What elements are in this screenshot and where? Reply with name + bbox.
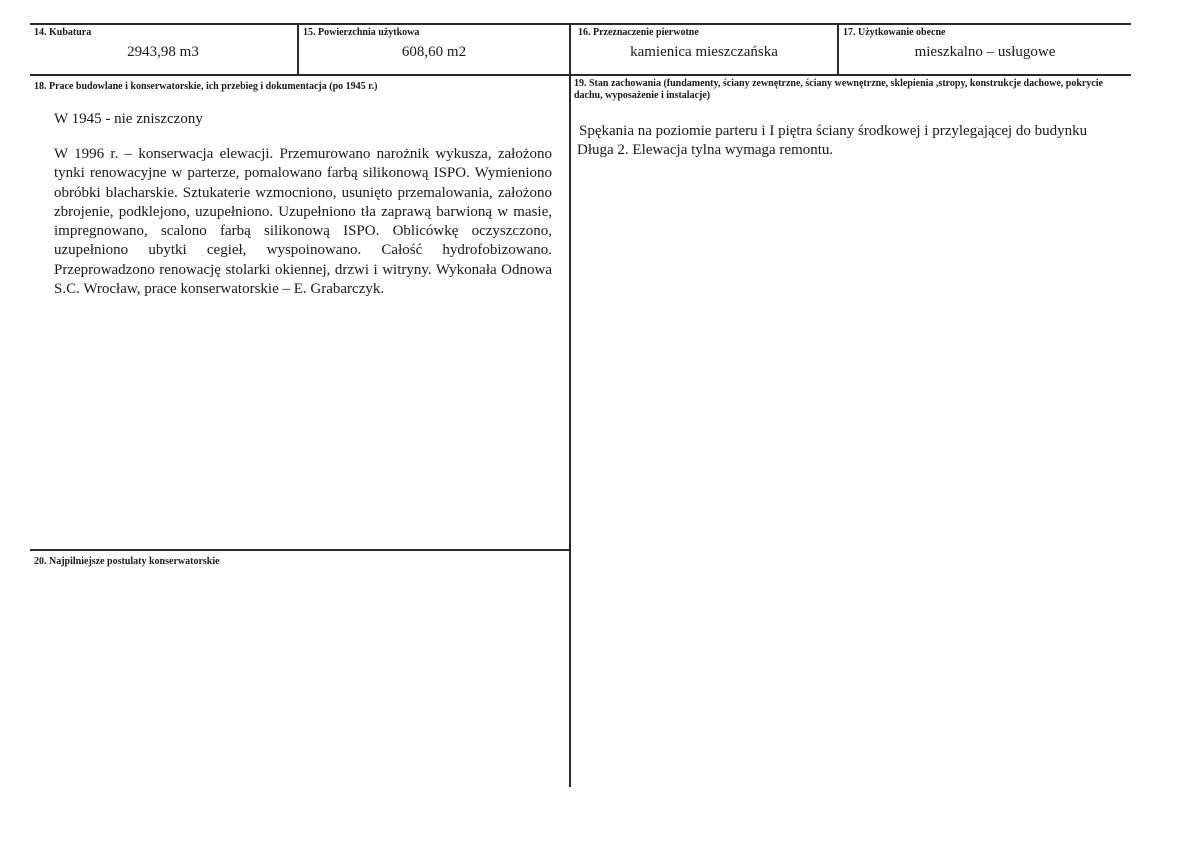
field-16-label: 16. Przeznaczenie pierwotne <box>578 27 699 38</box>
header-row-bottom-line <box>30 74 1131 76</box>
field-14-label: 14. Kubatura <box>34 27 92 38</box>
top-border-line <box>30 23 1131 25</box>
field-14-value: 2943,98 m3 <box>127 44 199 60</box>
field-15-value: 608,60 m2 <box>401 44 467 60</box>
field-19-label: 19. Stan zachowania (fundamenty, ściany zewnętrzne, ściany wewnętrzne, sklepienia ,stropy, konstrukcje dachowe, pokrycie dachu, wyposażenie i instalacje) <box>574 78 1103 101</box>
field-17-label: 17. Użytkowanie obecne <box>843 27 946 38</box>
field-20-label: 20. Najpilniejsze postulaty konserwatorskie <box>34 556 220 567</box>
divider-14-15 <box>297 25 299 74</box>
field-15-label: 15. Powierzchnia użytkowa <box>303 27 420 38</box>
field-18-entry-1996: W 1996 r. – konserwacja elewacji. Przemurowano narożnik wykusza, założono tynki renowacyjne w parterze, pomalowano farbą silikonową ISPO. Wymieniono obróbki blacharskie. Sztukaterie wzmocniono, usunięto przemalowania, założono zbrojenie, podklejono, uzupełniono. Uzupełniono tła zaprawą barwioną w masie, impregnowano, scalono farbą silikonową ISPO. Oblicówkę oczyszczono, uzupełniono ubytki cegieł, wyspoinowano. Całość hydrofobizowano. Przeprowadzono renowację stolarki okiennej, drzwi i witryny. Wykonała Odnowa S.C. Wrocław, prace konserwatorskie – E. Grabarczyk. <box>54 146 552 298</box>
field-18-entry-1945: W 1945 - nie zniszczony <box>54 111 203 127</box>
field-16-value: kamienica mieszczańska <box>630 44 778 60</box>
field-17-value: mieszkalno – usługowe <box>914 44 1056 60</box>
field-20-top-line <box>30 549 570 551</box>
center-divider <box>569 25 571 787</box>
field-19-text: Spękania na poziomie parteru i I piętra ściany środkowej i przylegającej do budynku Długa 2. Elewacja tylna wymaga remontu. <box>577 123 1088 159</box>
field-18-label: 18. Prace budowlane i konserwatorskie, ich przebieg i dokumentacja (po 1945 r.) <box>34 81 378 92</box>
